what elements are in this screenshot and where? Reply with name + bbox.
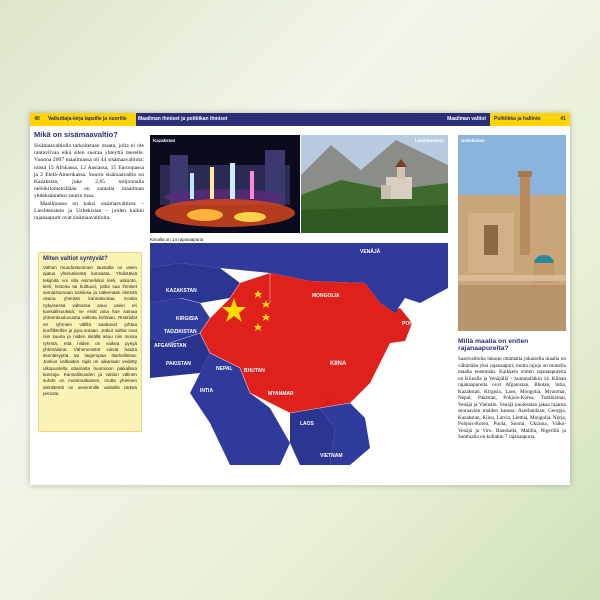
map-caption: Kiinalla on 14 rajanaapuria [150, 237, 204, 242]
label-nepal: NEPAL [216, 366, 233, 372]
right-page-number: 41 [556, 113, 570, 126]
label-afganistan: AFGANISTAN [154, 343, 187, 349]
label-myanmar: MYANMAR [268, 391, 294, 397]
label-kirgisia: KIRGISIA [176, 316, 199, 322]
map-graphic [150, 243, 448, 465]
info-box-text: Valtion muodostuminen taustalla on usein ajatus yhtenäisestä kansasta. Yhdistäviä tekijöitä voi olla esimerkiksi kieli, uskonto, kieli, historia tai kulttuuri, jotka saa ihmiset samaistumaan toisiinsa ja näkemään itsensä osana yhteistä kansakuntaa. Koska nykyisessä valtiossa asuu usein eri kansallisuuksia, ne eivät aina koe samaa yhteenkuuluvuutta valtiota kohtaan. Ristiriidat eri ryhmien välillä saattavat johtaa konflikteihin ja jopa sotaan. Jotkut valtiot ovat niin suuria ja niiden sisällä asuu niin monia ryhmiä, että niiden on vaikea pysyä yhtenäisinä. Vähemmistöt voivat haluta itsenäisyyttä tai laajempaa itsehallintoa. Joskus valtioiden rajat on aikanaan vedetty ulkopuolelta ottamatta huomioon paikallisia kansoja. Kansallisuuden ja valtion välinen suhde on monimutkainen, mutta yhteinen identiteetti on useimmille valtioille tärkeä perusta. [43, 265, 137, 396]
info-box-heading: Miten valtiot syntyvät? [43, 256, 108, 262]
info-box [38, 252, 142, 432]
left-page-number: 40 [30, 113, 44, 126]
heading-landlocked: Mikä on sisämaavaltio? [34, 130, 118, 139]
label-kazakstan: KAZAKSTAN [166, 288, 197, 294]
uzbekistan-caption: Uzbekistan [461, 138, 485, 143]
right-column [458, 338, 566, 441]
label-kiina: KIINA [330, 361, 347, 367]
kazakstan-photo [150, 135, 300, 233]
paragraph-2: Maailmassa on kaksi sisämaavaltiota – Liechtenstein ja Uzbekistan – joiden kaikki rajanaapurit ovat sisämaavaltioita. [34, 200, 144, 222]
label-bhutan: BHUTAN [244, 368, 265, 374]
right-header-section: Maailman valtiot [447, 116, 486, 122]
liechtenstein-photo [301, 135, 448, 233]
left-header-title: Vaikuttaja-kirja lapsille ja nuorille [44, 113, 136, 126]
right-paragraph: Saarivaltioita lukuun ottamatta jokaisella maalla on vähintään yksi rajanaapuri, mutta rajoja on monella maalla enemmän. Kaikkein eniten rajanaapureita on Kiinalla ja Venäjällä – kummallakin 14. Kiinan rajanaapureita ovat Afganistan, Bhutan, Intia, Kazakstan, Kirgisia, Laos, Mongolia, Myanmar, Nepal, Pakistan, Pohjois-Korea, Tadzikistan, Venäjä ja Vietnam. Venäjä puolestaan jakaa rajansa seuraavien maiden kanssa: Azerbaidzan, Georgia, Kazakstan, Kiina, Latvia, Liettua, Mongolia, Norja, Pohjois-Korea, Puola, Suomi, Ukraina, Valko-Venäjä ja Viro. Ranskalla, Malilla, Nigerillä ja Sambialla on kullakin 7 rajanaapuria. [458, 356, 566, 440]
label-tadzikistan: TADZIKISTAN [164, 329, 197, 335]
label-pohjois-korea: POHJOIS-KOREA [402, 321, 444, 327]
right-header-title: Politiikka ja hallinto [490, 113, 556, 126]
uzbekistan-image [458, 135, 566, 331]
liechtenstein-caption: Liechtenstein [414, 138, 444, 143]
kazakstan-image [150, 135, 300, 233]
liechtenstein-image [301, 135, 448, 233]
label-pakistan: PAKISTAN [166, 361, 191, 367]
label-intia: INTIA [200, 388, 214, 394]
uzbekistan-photo [458, 135, 566, 331]
label-vietnam: VIETNAM [320, 453, 343, 459]
left-header-subtitle: Maailman ihmiset ja politiikan ihmiset [138, 116, 228, 122]
china-neighbours-map [150, 243, 448, 465]
kazakstan-caption: Kazakstan [153, 138, 176, 143]
label-venaja: VENÄJÄ [360, 249, 381, 255]
book-spread [30, 113, 570, 485]
heading-most-neighbours: Millä maalla on eniten rajanaapureita? [458, 338, 529, 352]
left-column [34, 130, 144, 222]
paragraph-1: Sisämaavaltiolla tarkoitetaan maata, jolla ei ole rantaviivaa eikä siten suoraa yhteyttä merelle. Vuonna 2007 maailmassa oli 44 sisämaavaltiota: niistä 15 Afrikassa, 12 Aasiassa, 15 Euroopassa ja 2 Etelä-Amerikassa. Suurin sisämaavaltio on Kazakstan, joka 2,65 miljoonalla neliökilometrillään on samalla maailman yhdeksänneksi suurin maa. [34, 143, 144, 200]
label-mongolia: MONGOLIA [312, 293, 340, 299]
page-header [30, 113, 570, 126]
label-laos: LAOS [300, 421, 314, 427]
